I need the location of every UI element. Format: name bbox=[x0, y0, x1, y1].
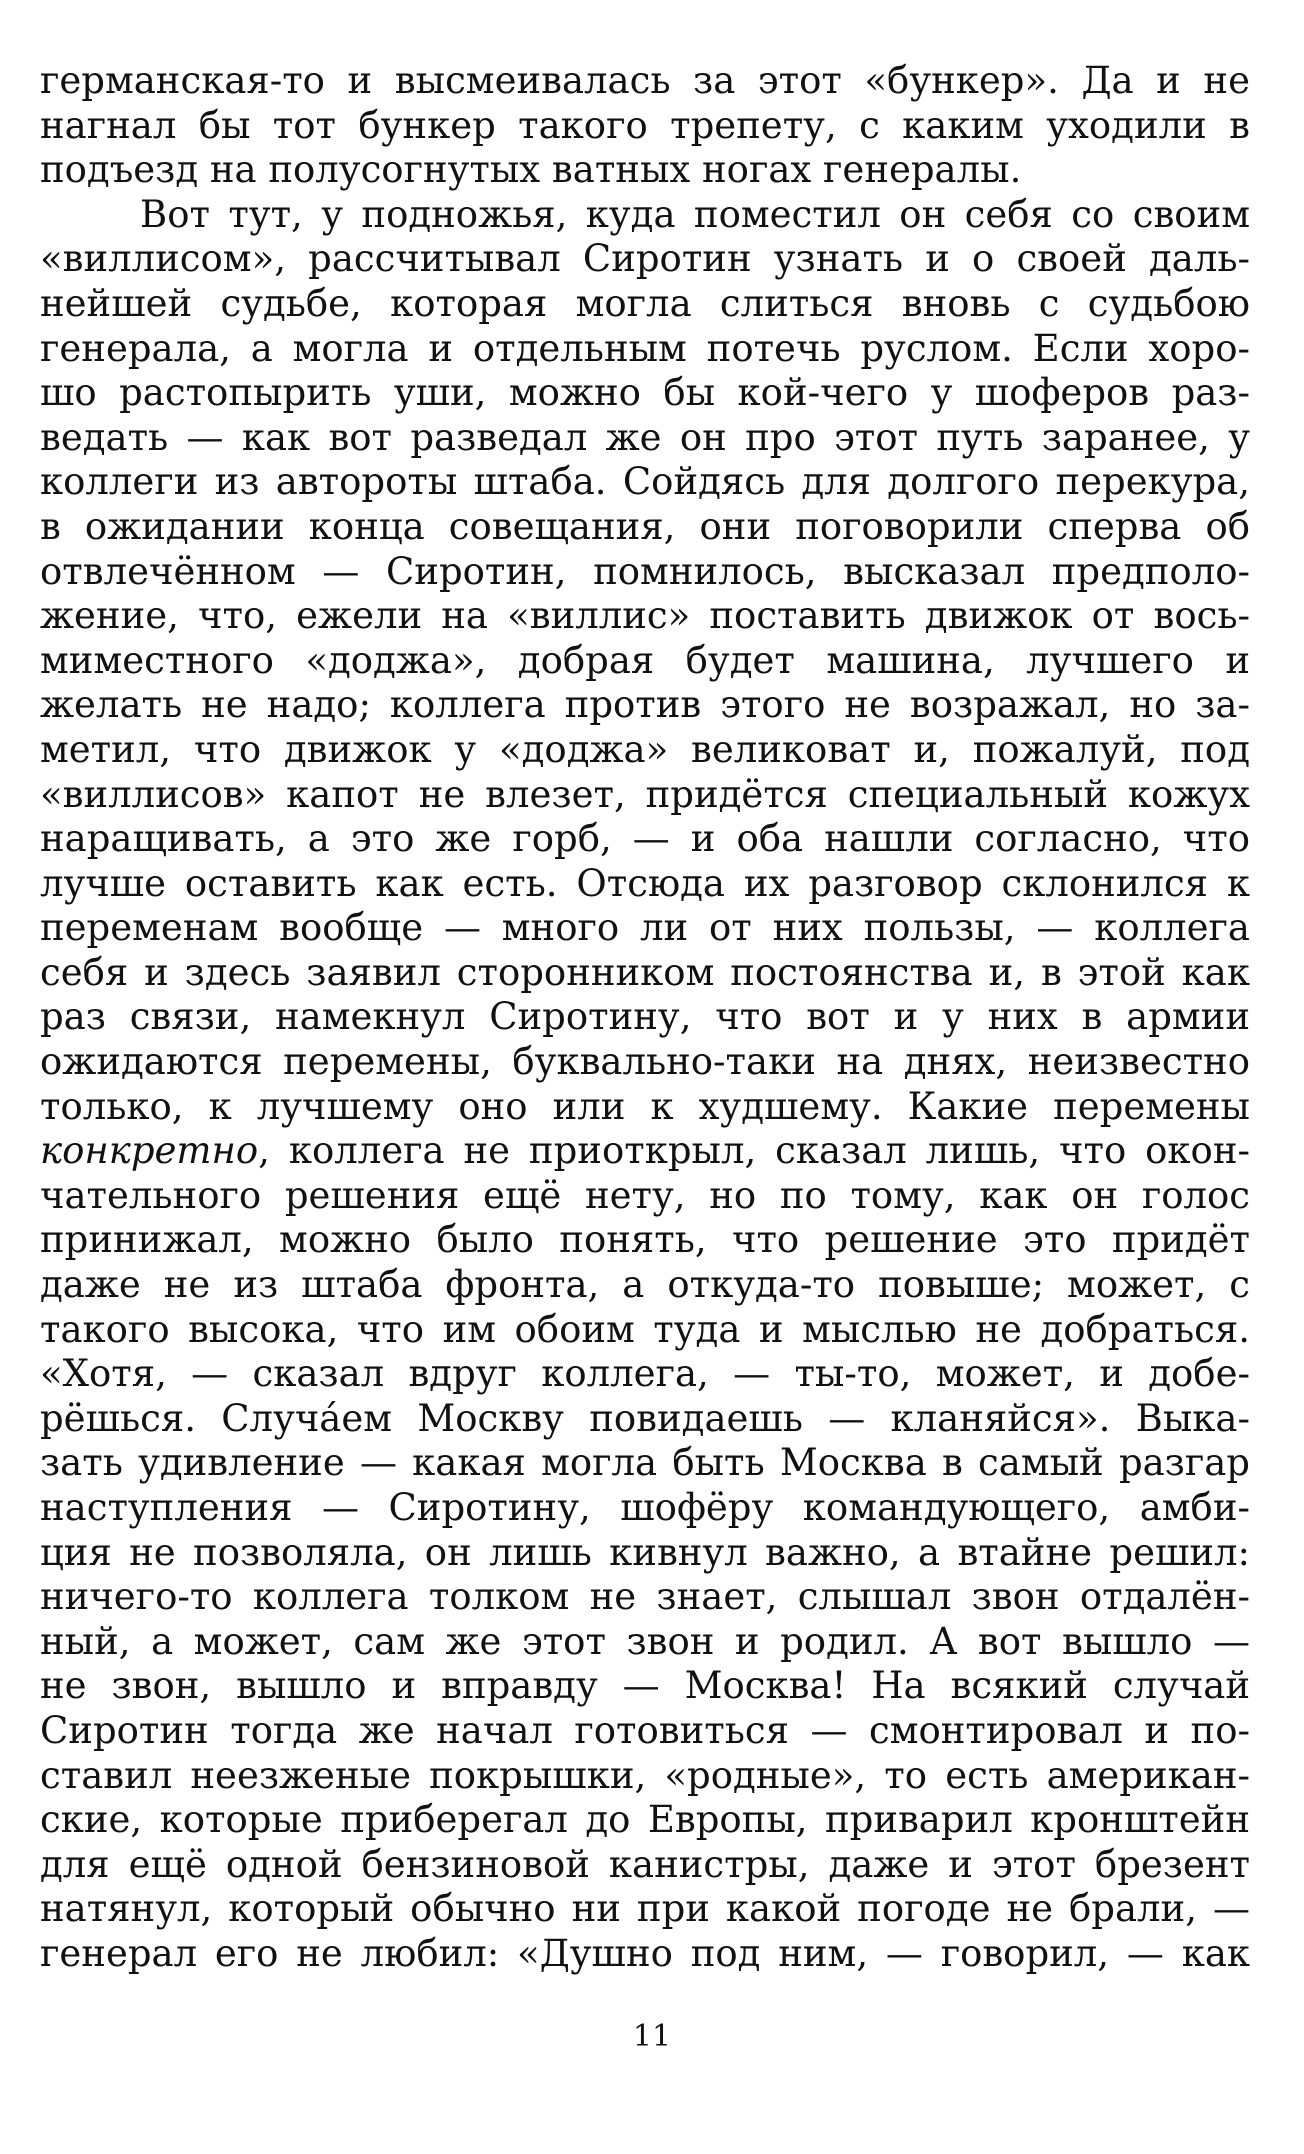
text-line-27: принижал, можно было понять, что решение это придёт bbox=[40, 1218, 1250, 1262]
text-line-36: ный, а может, сам же этот звон и родил. А вот вышло — bbox=[40, 1619, 1250, 1663]
text-line-9: ведать — как вот разведал же он про этот путь заранее, у bbox=[40, 415, 1250, 459]
text-line-7: генерала, а могла и отдельным потечь руслом. Если хоро- bbox=[40, 326, 1250, 370]
text-line-2: нагнал бы тот бункер такого трепету, с каким уходили в bbox=[40, 103, 1250, 147]
text-line-4: Вот тут, у подножья, куда поместил он себя со своим bbox=[140, 192, 1250, 236]
text-line-22: раз связи, намекнул Сиротину, что вот и у них в армии bbox=[40, 995, 1250, 1039]
text-line-8: шо растопырить уши, можно бы кой-чего у шоферов раз- bbox=[40, 371, 1250, 415]
text-line-5: «виллисом», рассчитывал Сиротин узнать и о своей даль- bbox=[40, 237, 1250, 281]
text-line-33: наступления — Сиротину, шофёру командующего, амби- bbox=[40, 1486, 1250, 1529]
text-line-15: желать не надо; коллега против этого не возражал, но за- bbox=[40, 683, 1250, 727]
text-line-30: «Хотя, — сказал вдруг коллега, — ты-то, может, и добе- bbox=[40, 1352, 1250, 1396]
body-text bbox=[40, 59, 1250, 1977]
text-line-16: метил, что движок у «доджа» великоват и, пожалуй, под bbox=[40, 727, 1250, 771]
text-line-41: для ещё одной бензиновой канистры, даже и этот брезент bbox=[40, 1842, 1250, 1886]
italic-word: конкретно bbox=[40, 1129, 259, 1173]
text-line-43: генерал его не любил: «Душно под ним, — говорил, — как bbox=[40, 1931, 1250, 1975]
text-line-17: «виллисов» капот не влезет, придётся специальный кожух bbox=[40, 772, 1250, 816]
text-line-32: зать удивление — какая могла быть Москва в самый разгар bbox=[40, 1441, 1250, 1485]
text-line-42: натянул, который обычно ни при какой погоде не брали, — bbox=[40, 1887, 1250, 1931]
text-line-21: себя и здесь заявил сторонником постоянства и, в этой как bbox=[40, 950, 1250, 994]
text-line-29: такого высока, что им обоим туда и мыслью не добраться. bbox=[40, 1307, 1250, 1351]
text-line-25 bbox=[40, 1129, 1250, 1174]
text-line-23: ожидаются перемены, буквально-таки на днях, неизвестно bbox=[40, 1040, 1250, 1084]
text-line-38: Сиротин тогда же начал готовиться — смонтировал и по- bbox=[40, 1708, 1250, 1752]
text-line-1: германская-то и высмеивалась за этот «бункер». Да и не bbox=[40, 59, 1250, 102]
text-line-18: наращивать, а это же горб, — и оба нашли согласно, что bbox=[40, 817, 1250, 861]
text-line-10: коллеги из автороты штаба. Сойдясь для долгого перекура, bbox=[40, 460, 1250, 504]
text-line-12: отвлечённом — Сиротин, помнилось, высказал предполо- bbox=[40, 549, 1250, 593]
text-line-37: не звон, вышло и вправду — Москва! На всякий случай bbox=[40, 1664, 1250, 1708]
text-line-13: жение, что, ежели на «виллис» поставить движок от вось- bbox=[40, 594, 1250, 638]
text-line-14: миместного «доджа», добрая будет машина, лучшего и bbox=[40, 638, 1250, 682]
text-line-35: ничего-то коллега толком не знает, слышал звон отдалён- bbox=[40, 1575, 1250, 1619]
text-line-31: рёшься. Случа́ем Москву повидаешь — кланяйся». Выка- bbox=[40, 1396, 1250, 1440]
text-line-19: лучше оставить как есть. Отсюда их разговор склонился к bbox=[40, 861, 1250, 905]
text-line-34: ция не позволяла, он лишь кивнул важно, а втайне решил: bbox=[40, 1530, 1250, 1574]
page-number: 11 bbox=[632, 2019, 672, 2054]
text-line-25-rest: , коллега не приоткрыл, сказал лишь, что окон- bbox=[258, 1129, 1250, 1173]
text-line-11: в ожидании конца совещания, они поговорили сперва об bbox=[40, 504, 1250, 548]
text-line-6: нейшей судьбе, которая могла слиться вновь с судьбою bbox=[40, 281, 1250, 325]
text-line-39: ставил неезженые покрышки, «родные», то есть американ- bbox=[40, 1753, 1250, 1797]
text-line-20: переменам вообще — много ли от них пользы, — коллега bbox=[40, 906, 1250, 950]
text-line-40: ские, которые приберегал до Европы, приварил кронштейн bbox=[40, 1798, 1250, 1842]
text-line-24: только, к лучшему оно или к худшему. Какие перемены bbox=[40, 1084, 1250, 1128]
text-line-26: чательного решения ещё нету, но по тому, как он голос bbox=[40, 1173, 1250, 1217]
text-line-3: подъезд на полусогнутых ватных ногах генералы. bbox=[40, 148, 1022, 192]
text-line-28: даже не из штаба фронта, а откуда-то повыше; может, с bbox=[40, 1263, 1250, 1307]
